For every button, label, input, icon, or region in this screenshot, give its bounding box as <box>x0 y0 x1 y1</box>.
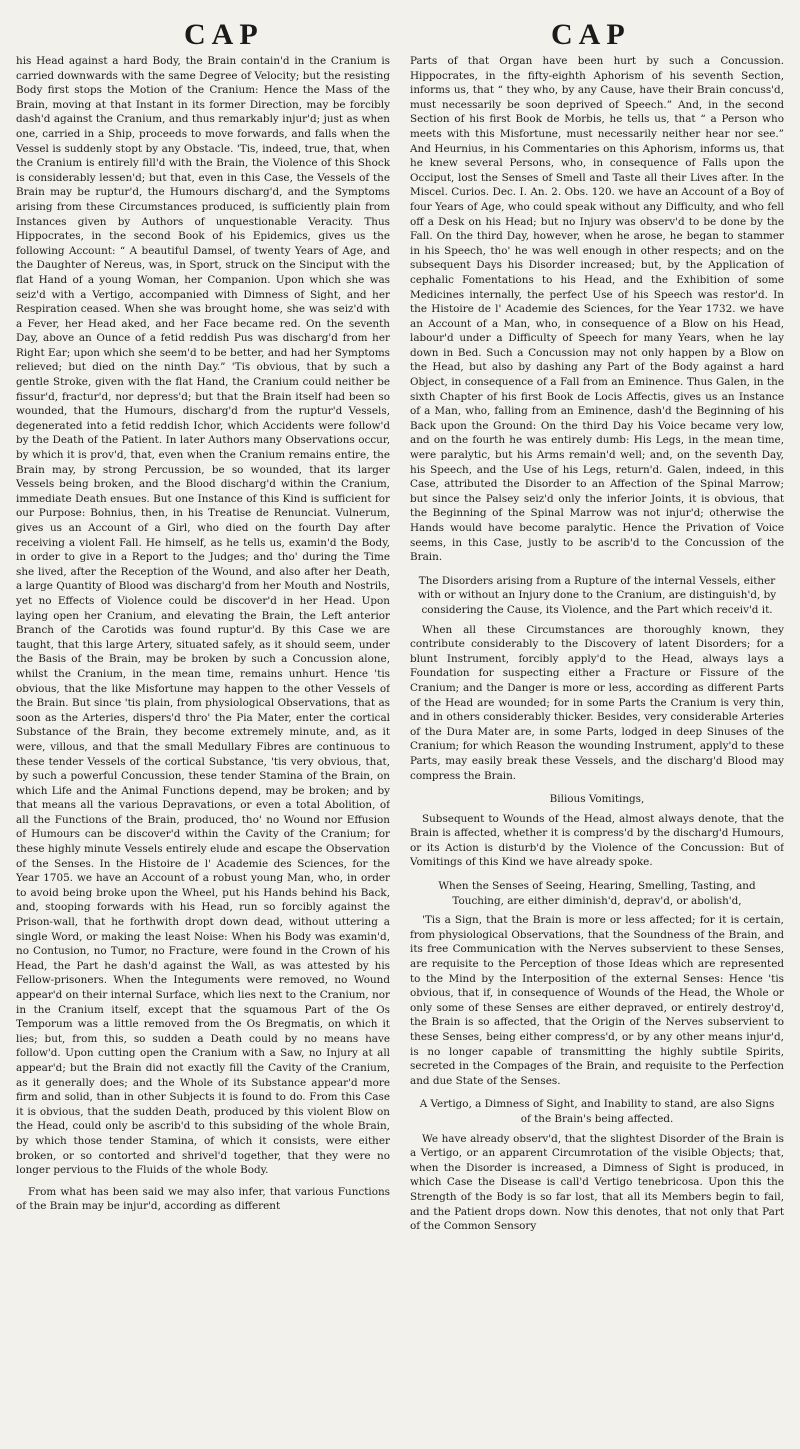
section-heading: Bilious Vomitings, <box>549 793 645 806</box>
paragraph: Parts of that Organ have been hurt by such a Concussion. Hippocrates, in the fifty-eighth Aphorism of his seventh Section, informs us, that “ they who, by any Cause, have their Brain concuss'd, must necessarily be soon deprived of Speech.” And, in the second Section of his first Book de Morbis, he tells us, that “ a Person who meets with this Misfortune, must necessarily neither hear nor see.” And Heurnius, in his Commentaries on this Aphorism, informs us, that he knew several Persons, who, in consequence of Falls upon the Occiput, lost the Senses of Smell and Taste all their Lives after. In the Miscel. Curios. Dec. I. An. 2. Obs. 120. we have an Account of a Boy of four Years of Age, who could speak without any Difficulty, and who fell off a Desk on his Head; but no Injury was observ'd to be done by the Fall. On the third Day, however, when he arose, he began to stammer in his Speech, tho' he was well enough in other respects; and on the subsequent Days his Disorder increased; but, by the Application of cephalic Fomentations to his Head, and the Exhibition of some Medicines internally, the perfect Use of his Speech was restor'd. In the Histoire de l' Academie des Sciences, for the Year 1732. we have an Account of a Man, who, in consequence of a Blow on his Head, labour'd under a Difficulty of Speech for many Years, when he lay down in Bed. Such a Concussion may not only happen by a Blow on the Head, but also by dashing any Part of the Body against a hard Object, in consequence of a Fall from an Eminence. Thus Galen, in the sixth Chapter of his first Book de Locis Affectis, gives us an Instance of a Man, who, falling from an Eminence, dash'd the Beginning of his Back upon the Ground: On the third Day his Voice became very low, and on the fourth he was entirely dumb: His Legs, in the mean time, were paralytic, but his Arms remain'd well; and, on the seventh Day, his Speech, and the Use of his Legs, return'd. Galen, indeed, in this Case, attributed the Disorder to an Affection of the Spinal Marrow; but since the Palsey seiz'd only the inferior Joints, it is obvious, that the Beginning of the Spinal Marrow was not injur'd; otherwise the Hands would have become paralytic. Hence the Privation of Voice seems, in this Case, justly to be ascrib'd to the Concussion of the Brain. <box>410 55 784 564</box>
running-head-left: CAP <box>184 18 264 51</box>
section-heading: The Disorders arising from a Rupture of the internal Vessels, either with or without an Injury done to the Cranium, are distinguish'd, by considering the Cause, its Violence, and the Part which receiv'd it. <box>417 574 777 616</box>
running-head-right: CAP <box>551 18 631 51</box>
running-heads <box>16 14 784 54</box>
paragraph: Subsequent to Wounds of the Head, almost always denote, that the Brain is affected, whether it is compress'd by the discharg'd Humours, or its Action is disturb'd by the Violence of the Concussion: But of Vomitings of this Kind we have already spoke. <box>410 812 784 869</box>
paragraph: We have already observ'd, that the slightest Disorder of the Brain is a Vertigo, or an apparent Circumrotation of the visible Objects; that, when the Disorder is increased, a Dimness of Sight is produced, in which Case the Disease is call'd Vertigo tenebricosa. Upon this the Strength of the Body is so far lost, that all its Members begin to fail, and the Patient drops down. Now this denotes, that not only that Part of the Common Sensory <box>410 1132 784 1233</box>
paragraph: From what has been said we may also infer, that various Functions of the Brain may be injur'd, according as different <box>16 1185 390 1213</box>
text-columns <box>16 54 784 1439</box>
paragraph: When all these Circumstances are thoroughly known, they contribute considerably to the Discovery of latent Disorders; for a blunt Instrument, forcibly apply'd to the Head, always lays a Foundation for suspecting either a Fracture or Fissure of the Cranium; and the Danger is more or less, according as different Parts of the Head are wounded; for in some Parts the Cranium is very thin, and in others considerably thicker. Besides, very considerable Arteries of the Dura Mater are, in some Parts, lodged in deep Sinuses of the Cranium; for which Reason the wounding Instrument, apply'd to these Parts, may easily break these Vessels, and the discharg'd Blood may compress the Brain. <box>410 623 784 782</box>
paragraph: his Head against a hard Body, the Brain contain'd in the Cranium is carried downwards with the same Degree of Velocity; but the resisting Body first stops the Motion of the Cranium: Hence the Mass of the Brain, moving at that Instant in its former Direction, may be forcibly dash'd against the Cranium, and thus remarkably injur'd; just as when one, carried in a Ship, proceeds to move forwards, and falls when the Vessel is suddenly stopt by any Obstacle. 'Tis, indeed, true, that, when the Cranium is entirely fill'd with the Brain, the Violence of this Shock is considerably lessen'd; but that, even in this Case, the Vessels of the Brain may be ruptur'd, the Humours discharg'd, and the Symptoms arising from these Circumstances produced, is sufficiently plain from Instances given by Authors of unquestionable Veracity. Thus Hippocrates, in the second Book of his Epidemics, gives us the following Account: “ A beautiful Damsel, of twenty Years of Age, and the Daughter of Nereus, was, in Sport, struck on the Sinciput with the flat Hand of a young Woman, her Companion. Upon which she was seiz'd with a Vertigo, accompanied with Dimness of Sight, and her Respiration ceased. When she was brought home, she was seiz'd with a Fever, her Head aked, and her Face became red. On the seventh Day, above an Ounce of a fetid reddish Pus was discharg'd from her Right Ear; upon which she seem'd to be better, and had her Symptoms relieved; but died on the ninth Day.” 'Tis obvious, that by such a gentle Stroke, given with the flat Hand, the Cranium could neither be fissur'd, fractur'd, nor depress'd; but that the Brain itself had been so wounded, that the Humours, discharg'd from the ruptur'd Vessels, degenerated into a fetid reddish Ichor, which Accidents were follow'd by the Death of the Patient. In later Authors many Observations occur, by which it is prov'd, that, even when the Cranium remains entire, the Brain may, by strong Percussion, be so wounded, that its larger Vessels being broken, and the Blood discharg'd within the Cranium, immediate Death ensues. But one Instance of this Kind is sufficient for our Purpose: Bohnius, then, in his Treatise de Renunciat. Vulnerum, gives us an Account of a Girl, who died on the fourth Day after receiving a violent Fall. He himself, as he tells us, examin'd the Body, in order to give in a Report to the Judges; and tho' during the Time she lived, after the Reception of the Wound, and also after her Death, a large Quantity of Blood was discharg'd from her Mouth and Nostrils, yet no Effects of Violence could be discover'd in her Head. Upon laying open her Cranium, and elevating the Brain, the Left anterior Branch of the Carotids was found ruptur'd. By this Case we are taught, that this large Artery, situated safely, as it should seem, under the Basis of the Brain, may be broken by such a Concussion alone, whilst the Cranium, in the mean time, remains unhurt. Hence 'tis obvious, that the like Misfortune may happen to the other Vessels of the Brain. But since 'tis plain, from physiological Observations, that as soon as the Arteries, dispers'd thro' the Pia Mater, enter the cortical Substance of the Brain, they become extremely minute, and, as it were, villous, and that the small Medullary Fibres are continuous to these tender Vessels of the cortical Substance, 'tis very obvious, that, by such a powerful Concussion, these tender Stamina of the Brain, on which Life and the Animal Functions depend, may be broken; and by that means all the various Depravations, or even a total Abolition, of all the Functions of the Brain, produced, tho' no Wound nor Effusion of Humours can be discover'd within the Cavity of the Cranium; for these highly minute Vessels entirely elude and escape the Observation of the Senses. In the Histoire de l' Academie des Sciences, for the Year 1705. we have an Account of a robust young Man, who, in order to avoid being broke upon the Wheel, put his Hands behind his Back, and, stooping forwards with his Head, run so forcibly against the Prison-wall, that he forthwith dropt down dead, without uttering a single Word, or making the least Noise: When his Body was examin'd, no Contusion, no Tumor, no Fracture, were found in the Crown of his Head, the Part he dash'd against the Wall, as was attested by his Fellow-prisoners. When the Integuments were removed, no Wound appear'd on their internal Surface, which lies next to the Cranium, nor in the Cranium itself, except that the squamous Part of the Os Temporum was a little removed from the Os Bregmatis, on which it lies; but, from this, so sudden a Death could by no means have follow'd. Upon cutting open the Cranium with a Saw, no Injury at all appear'd; but the Brain did not exactly fill the Cavity of the Cranium, as it generally does; and the Whole of its Substance appear'd more firm and solid, than in other Subjects it is found to do. From this Case it is obvious, that the sudden Death, produced by this violent Blow on the Head, could only be ascrib'd to this subsiding of the whole Brain, by which those tender Stamina, of which it consists, were either broken, or so contorted and shrivel'd together, that they were no longer pervious to the Fluids of the whole Body. <box>16 55 390 1177</box>
right-column <box>410 54 784 1439</box>
paragraph: 'Tis a Sign, that the Brain is more or less affected; for it is certain, from physiological Observations, that the Soundness of the Brain, and its free Communication with the Nerves subservient to these Senses, are requisite to the Perception of those Ideas which are represented to the Mind by the Interposition of the external Senses: Hence 'tis obvious, that if, in consequence of Wounds of the Head, the Whole or only some of these Senses are either depraved, or entirely destroy'd, the Brain is so affected, that the Origin of the Nerves subservient to these Senses, being either compress'd, or by any other means injur'd, is no longer capable of transmitting the highly subtile Spirits, secreted in the Compages of the Brain, and requisite to the Perfection and due State of the Senses. <box>410 914 784 1087</box>
left-column <box>16 54 390 1439</box>
section-heading: A Vertigo, a Dimness of Sight, and Inability to stand, are also Signs of the Brain's being affected. <box>419 1098 775 1125</box>
section-heading: When the Senses of Seeing, Hearing, Smelling, Tasting, and Touching, are either diminish'd, deprav'd, or abolish'd, <box>438 880 756 907</box>
